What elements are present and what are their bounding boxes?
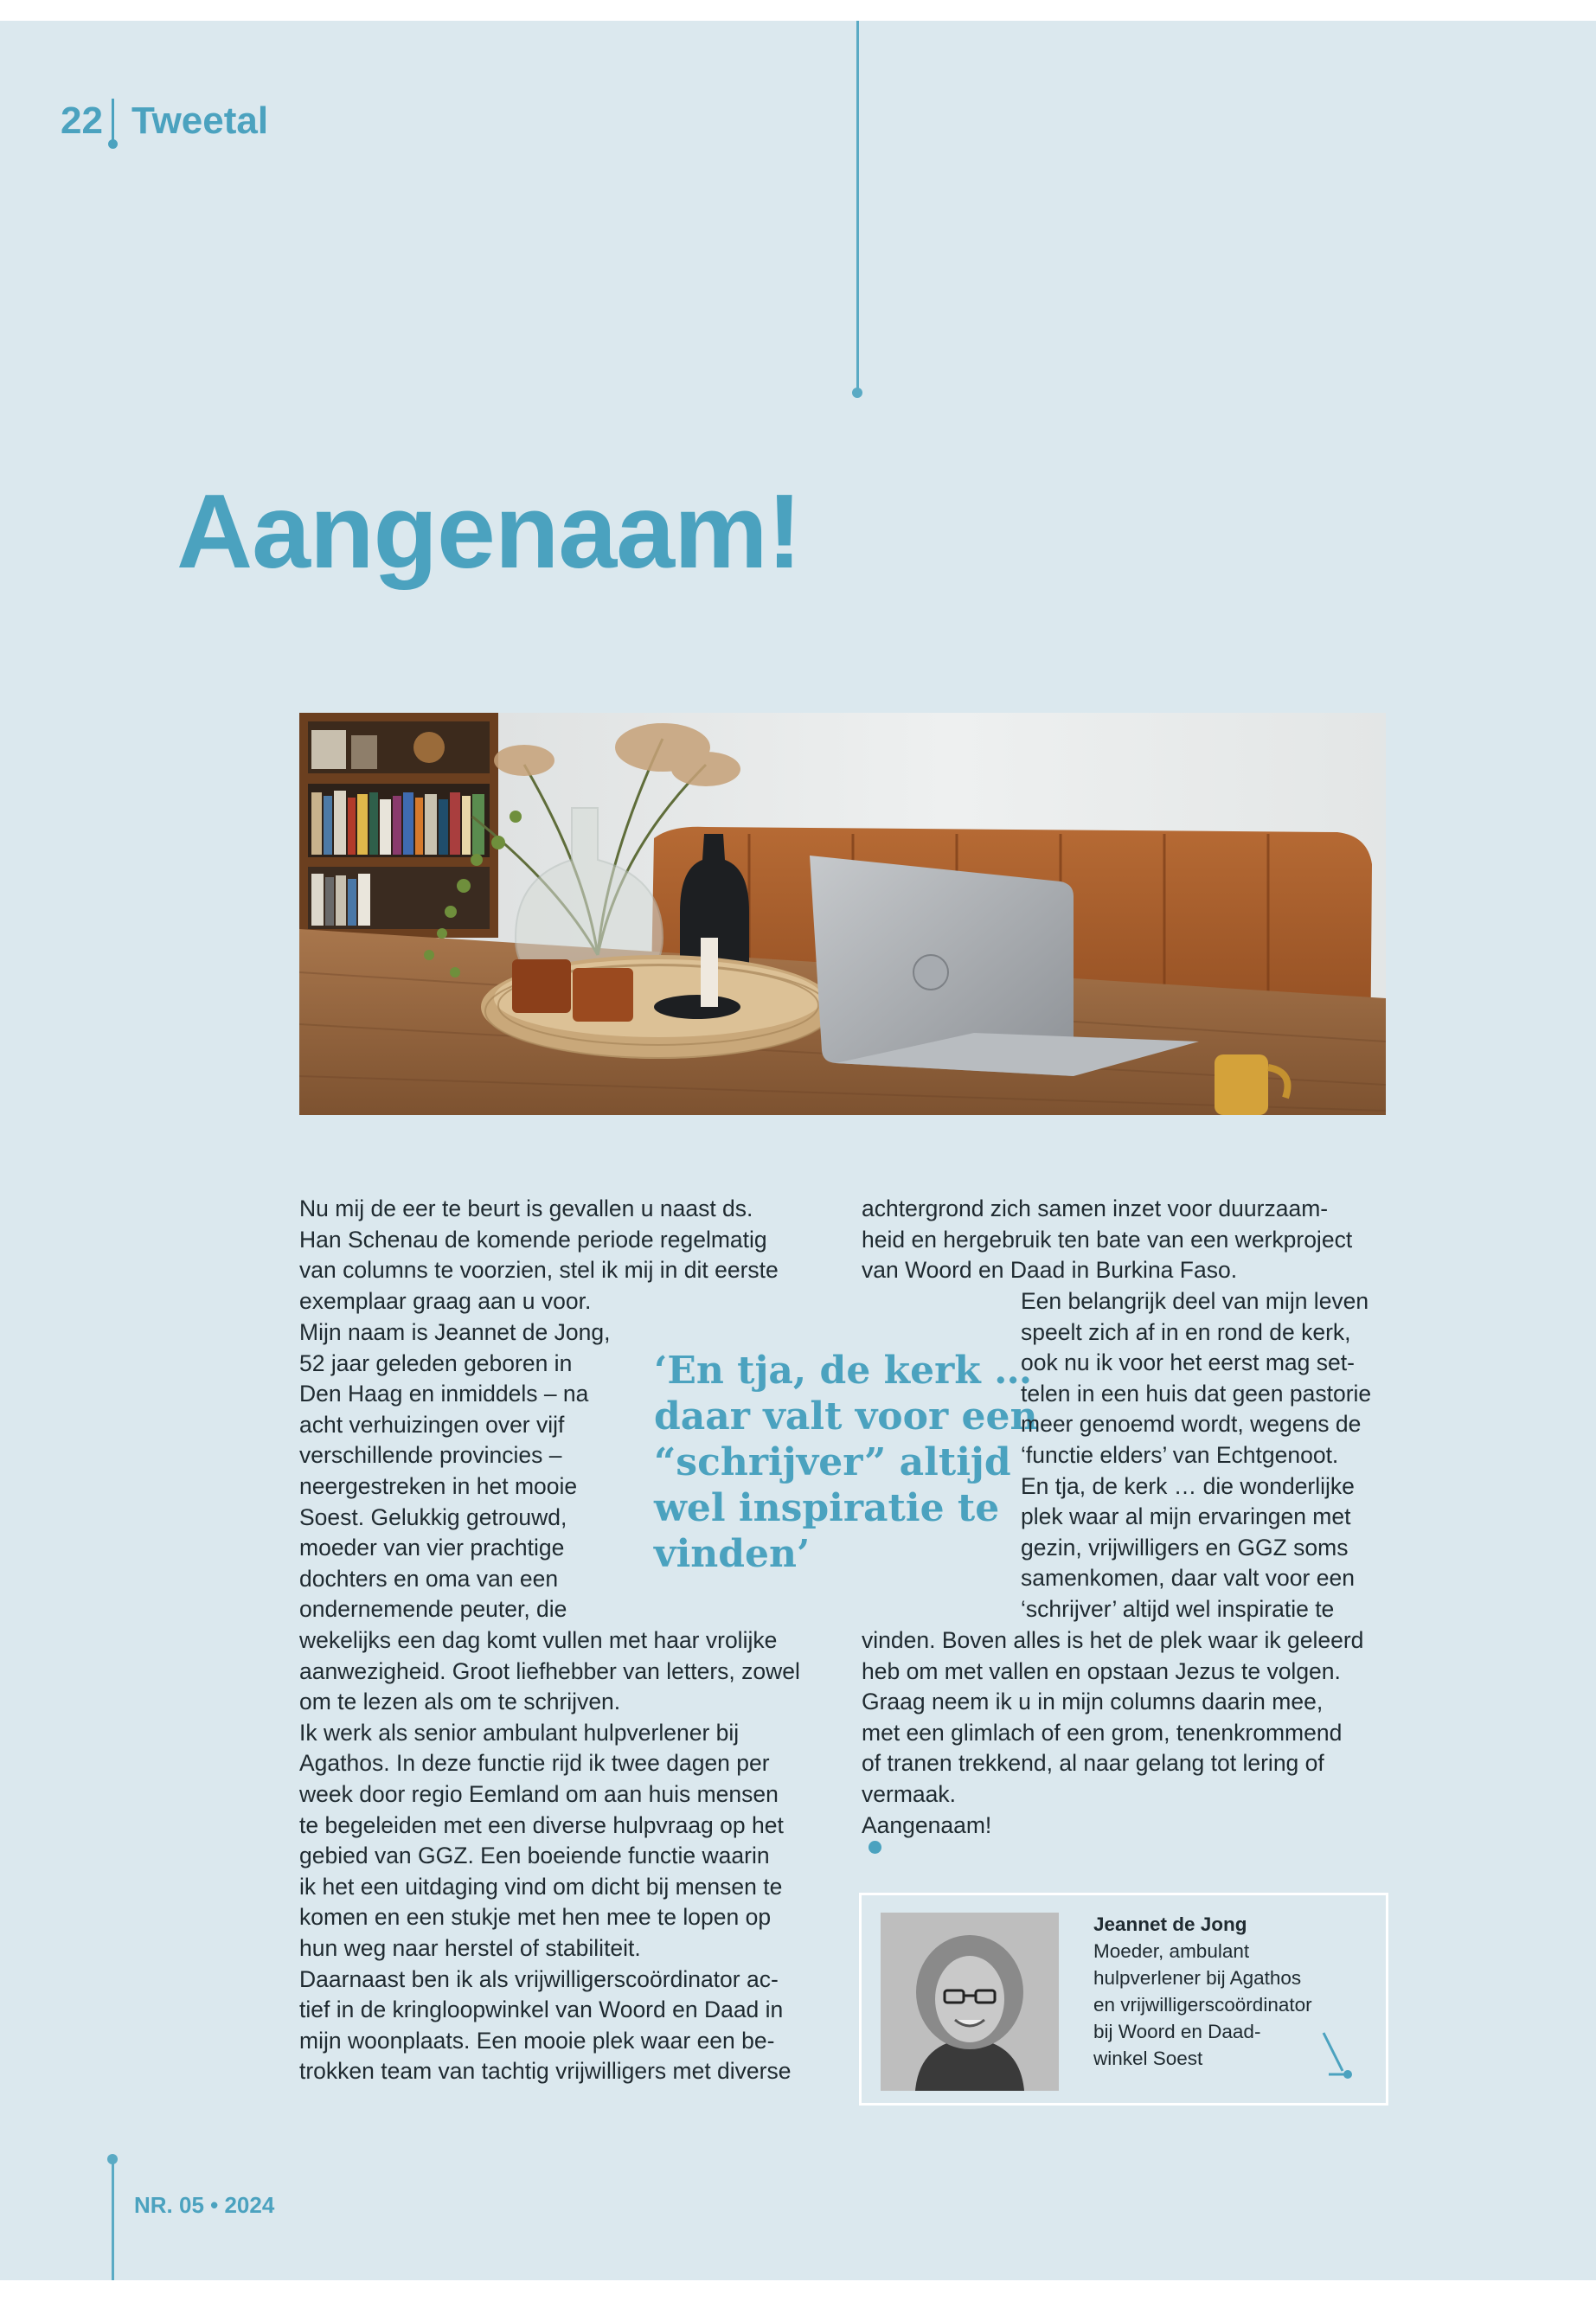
decorative-line-icon — [1320, 2029, 1355, 2081]
author-portrait — [881, 1913, 1059, 2091]
issue-footer: NR. 05 • 2024 — [134, 2192, 275, 2218]
closing-line: Aangenaam! — [862, 1811, 1389, 1855]
decorative-line-top — [856, 21, 859, 391]
right-column-body: vinden. Boven alles is het de plek waar ik geleerd heb om met vallen en opstaan Jezus te volgen. Graag neem ik u in mijn columns daarin mee, met een glimlach of een grom, tenenkrommend of tranen trekkend, al naar gelang tot lering of vermaak. Aangenaam! — [862, 1625, 1389, 1854]
end-mark-icon — [869, 1841, 881, 1854]
page-number: 22 — [61, 99, 103, 142]
decorative-dot-top — [852, 388, 862, 398]
pull-quote: ‘En tja, de kerk … daar valt voor een “schrijver” altijd wel inspiratie te vinden’ — [654, 1349, 1038, 1576]
author-bio: Jeannet de Jong Moeder, ambulant hulpverlener bij Agathos en vrijwilligerscoördinator bij Woord en Daad- winkel Soest — [1093, 1911, 1379, 2072]
left-column-intro: Nu mij de eer te beurt is gevallen u naast ds. Han Schenau de komende periode regelmatig van columns te voorzien, stel ik mij in dit eerste exemplaar graag aan u voor. — [299, 1195, 779, 1314]
right-column-narrow: Een belangrijk deel van mijn leven speelt zich af in en rond de kerk, ook nu ik voor het eerst mag set- telen in een huis dat geen pastorie meer genoemd wordt, wegens de ‘functie elders’ van Echtgenoot. En tja, de kerk … die wonderlijke plek waar al mijn ervaringen met gezin, vrijwilligers en GGZ soms samenkomen, daar valt voor een ‘schrijver’ altijd wel inspiratie te — [1021, 1288, 1372, 1622]
left-column-narrow: Mijn naam is Jeannet de Jong, 52 jaar geleden geboren in Den Haag en inmiddels – na acht verhuizingen over vijf verschillende provincies – neergestreken in het mooie Soest. Gelukkig getrouwd, moeder van vier prachtige dochters en oma van een ondernemende peuter, die — [299, 1319, 611, 1623]
header-separator — [112, 99, 114, 144]
article-title: Aangenaam! — [176, 472, 802, 590]
decorative-line-bottom — [112, 2157, 114, 2280]
author-name: Jeannet de Jong — [1093, 1913, 1247, 1935]
article-photo — [299, 713, 1386, 1115]
right-column-intro: achtergrond zich samen inzet voor duurzaam- heid en hergebruik ten bate van een werkproject van Woord en Daad in Burkina Faso. — [862, 1195, 1353, 1284]
left-column-body: wekelijks een dag komt vullen met haar vrolijke aanwezigheid. Groot liefhebber van letters, zowel om te lezen als om te schrijven. Ik werk als senior ambulant hulpverlener bij Agathos. In deze functie rijd ik twee dagen per week door regio Eemland om aan huis mensen te begeleiden met een diverse hulpvraag op het gebied van GGZ. Een boeiende functie waarin ik het een uitdaging vind om dicht bij mensen te komen en een stukje met hen mee te lopen op hun weg naar herstel of stabiliteit. Daarnaast ben ik als vrijwilligerscoördinator ac- tief in de kringloopwinkel van Woord en Daad in mijn woonplaats. Een mooie plek waar een be- trokken team van tachtig vrijwilligers met diverse — [299, 1627, 800, 2085]
section-name: Tweetal — [131, 99, 269, 142]
page-header — [61, 95, 268, 147]
author-bio-box — [859, 1893, 1388, 2106]
decorative-dot-bottom — [107, 2154, 118, 2164]
page — [0, 21, 1596, 2280]
